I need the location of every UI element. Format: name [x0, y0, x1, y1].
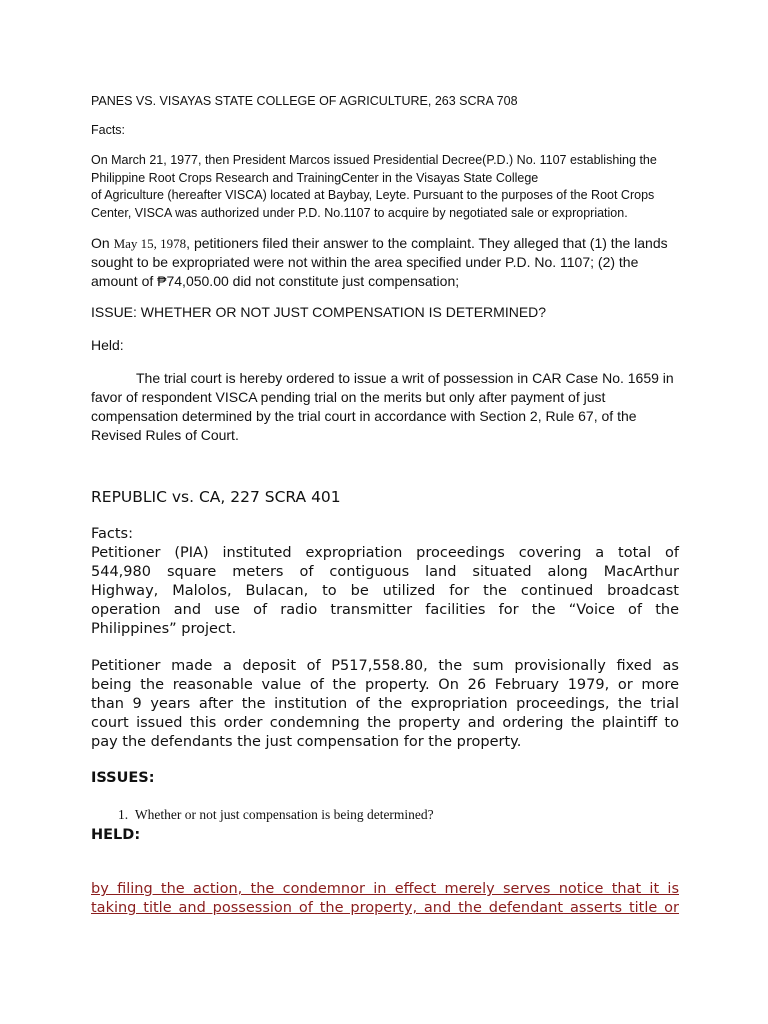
text-line: Petitioner (PIA) instituted expropriation proceedings covering a total of	[91, 545, 679, 561]
text-line: Center, VISCA was authorized under P.D. No.1107 to acquire by negotiated sale or expropriation.	[91, 205, 628, 220]
text-line: compensation determined by the trial court in accordance with Section 2, Rule 67, of the	[91, 408, 637, 424]
list-number: 1.	[118, 807, 129, 822]
text-line: Revised Rules of Court.	[91, 427, 239, 443]
case2-issues-label: ISSUES:	[91, 770, 155, 786]
case2-held-paragraph	[91, 880, 679, 918]
text-line: Petitioner made a deposit of P517,558.80, the sum provisionally fixed as	[91, 658, 679, 674]
text-line: operation and use of radio transmitter facilities for the “Voice of the	[91, 602, 679, 618]
case2-title: REPUBLIC vs. CA, 227 SCRA 401	[91, 488, 341, 506]
text-line: favor of respondent VISCA pending trial on the merits but only after payment of just	[91, 389, 606, 405]
text-line: The trial court is hereby ordered to issue a writ of possession in CAR Case No. 1659 in	[136, 370, 674, 386]
case2-facts-label: Facts:	[91, 526, 133, 542]
text-line: Philippines” project.	[91, 621, 237, 637]
text-line: being the reasonable value of the property. On 26 February 1979, or more	[91, 677, 679, 693]
case1-title: PANES VS. VISAYAS STATE COLLEGE OF AGRICULTURE, 263 SCRA 708	[91, 94, 518, 108]
text-line: than 9 years after the institution of the expropriation proceedings, the trial	[91, 696, 679, 712]
text-line: taking title and possession of the property, and the defendant asserts title or	[91, 900, 679, 916]
text-line: of Agriculture (hereafter VISCA) located at Baybay, Leyte. Pursuant to the purposes of the Root Crops	[91, 188, 655, 202]
text-line: Philippine Root Crops Research and TrainingCenter in the Visayas State College	[91, 170, 539, 185]
text-line: amount of ₱74,050.00 did not constitute just compensation;	[91, 273, 460, 289]
case1-facts-label: Facts:	[91, 123, 126, 137]
case1-answer-paragraph	[91, 234, 691, 291]
text-line: sought to be expropriated were not within the area specified under P.D. No. 1107; (2) the	[91, 254, 639, 270]
case2-facts-paragraph	[91, 544, 679, 639]
text-line: 544,980 square meters of contiguous land situated along MacArthur	[91, 564, 679, 580]
text-line: by filing the action, the condemnor in effect merely serves notice that it is	[91, 881, 679, 897]
case1-held-label: Held:	[91, 337, 124, 353]
list-text: Whether or not just compensation is being determined?	[134, 807, 434, 822]
case1-facts-paragraph	[91, 152, 691, 222]
text-line: court issued this order condemning the property and ordering the plaintiff to	[91, 715, 679, 731]
text-line: pay the defendants the just compensation for the property.	[91, 734, 522, 750]
answer-date: May 15, 1978	[113, 236, 187, 251]
answer-prefix: On	[91, 235, 114, 251]
text-line	[91, 234, 691, 253]
case1-held-paragraph	[91, 369, 691, 445]
case2-issue-list-item	[118, 807, 434, 823]
case2-held-label: HELD:	[91, 827, 141, 843]
case2-deposit-paragraph	[91, 657, 679, 752]
text-line: On March 21, 1977, then President Marcos issued Presidential Decree(P.D.) No. 1107 establishing the	[91, 153, 657, 167]
text-line: Highway, Malolos, Bulacan, to be utilized for the continued broadcast	[91, 583, 679, 599]
answer-line1-rest: , petitioners filed their answer to the complaint. They alleged that (1) the lands	[186, 235, 668, 251]
case1-issue: ISSUE: WHETHER OR NOT JUST COMPENSATION IS DETERMINED?	[91, 304, 547, 320]
